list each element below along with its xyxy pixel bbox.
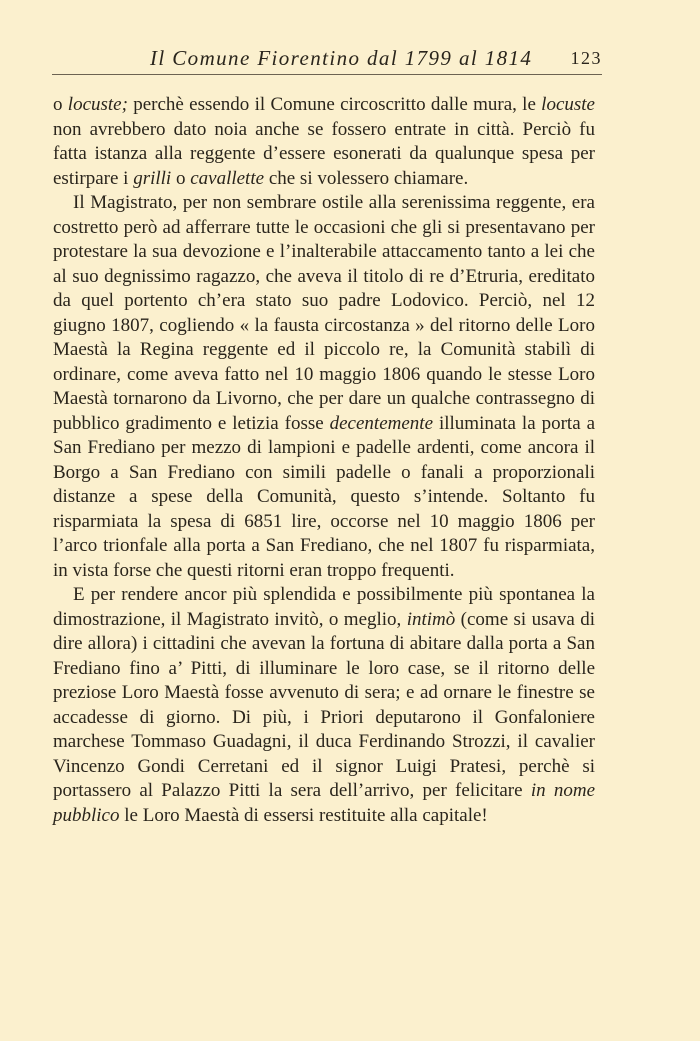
paragraph-3	[53, 583, 595, 828]
italic-term: decentemente	[329, 412, 434, 434]
text-run: E per rendere ancor più splendida e possibilmente più spontanea la dimostrazione, il Magistrato invitò, o meglio,	[53, 584, 595, 630]
italic-term: locuste;	[67, 94, 128, 115]
text-run: illuminata la porta a San Frediano per mezzo di lampioni e padelle ardenti, come ancora il Borgo a San Frediano con simili padelle o fanali a proporzionali distanze a spese della Comunità, questo s’intende. Soltanto fu risparmiata la spesa di 6851 lire, occorse nel 10 maggio 1806 per l’arco trionfale alla porta a San Frediano, che nel 1807 fu risparmiata, in vista forse che questi ritorni eran troppo frequenti.	[53, 412, 595, 581]
italic-term: intimò	[406, 608, 456, 630]
text-run: non avrebbero dato noia anche se fossero entrate in città. Perciò fu fatta istanza alla reggente d’essere esonerati da qualunque spesa per estirpare i	[53, 118, 595, 189]
text-run: (come si usava di dire allora) i cittadini che avevan la fortuna di abitare dalla porta a San Frediano fino a’ Pitti, di illuminare le loro case, se il ritorno delle preziose Loro Maestà fosse avvenuto di sera; e ad ornare le finestre se accadesse di giorno. Di più, i Priori deputarono il Gonfaloniere marchese Tommaso Guadagni, il duca Ferdinando Strozzi, il cavalier Vincenzo Gondi Cerretani ed il signor Luigi Pratesi, perchè si portassero al Palazzo Pitti la sera dell’arrivo, per felicitare	[53, 608, 595, 801]
italic-term: grilli	[133, 167, 172, 189]
text-run: o	[53, 94, 68, 115]
page-number: 123	[570, 48, 602, 68]
text-run: che si volessero chiamare.	[264, 167, 469, 189]
italic-term: locuste	[541, 94, 595, 115]
paragraph-1	[53, 93, 595, 191]
text-run: o	[171, 167, 191, 189]
italic-term: in nome pubblico	[53, 780, 595, 826]
text-run: le Loro Maestà di essersi restituite alla capitale!	[119, 804, 488, 826]
text-run: perchè essendo il Comune circoscritto dalle mura, le	[127, 94, 542, 115]
italic-term: cavallette	[190, 167, 265, 189]
paragraph-2	[53, 191, 595, 583]
text-run: Il Magistrato, per non sembrare ostile alla serenissima reggente, era costretto però ad afferrare tutte le occasioni che gli si presentavano per protestare la sua devozione e l’inalterabile attaccamento tanto a lei che al suo degnissimo ragazzo, che aveva il titolo di re d’Etruria, ereditato da quel portento ch’era stato suo padre Lodovico. Perciò, nel 12 giugno 1807, cogliendo « la fausta circostanza » del ritorno delle Loro Maestà la Regina reggente ed il piccolo re, la Comunità stabilì di ordinare, come aveva fatto nel 10 maggio 1806 quando le stesse Loro Maestà tornarono da Livorno, che per dare un qualche contrassegno di pubblico gradimento e letizia fosse	[53, 192, 595, 434]
body-text	[53, 93, 595, 828]
page-header	[52, 40, 602, 75]
running-title: Il Comune Fiorentino dal 1799 al 1814	[150, 46, 533, 70]
